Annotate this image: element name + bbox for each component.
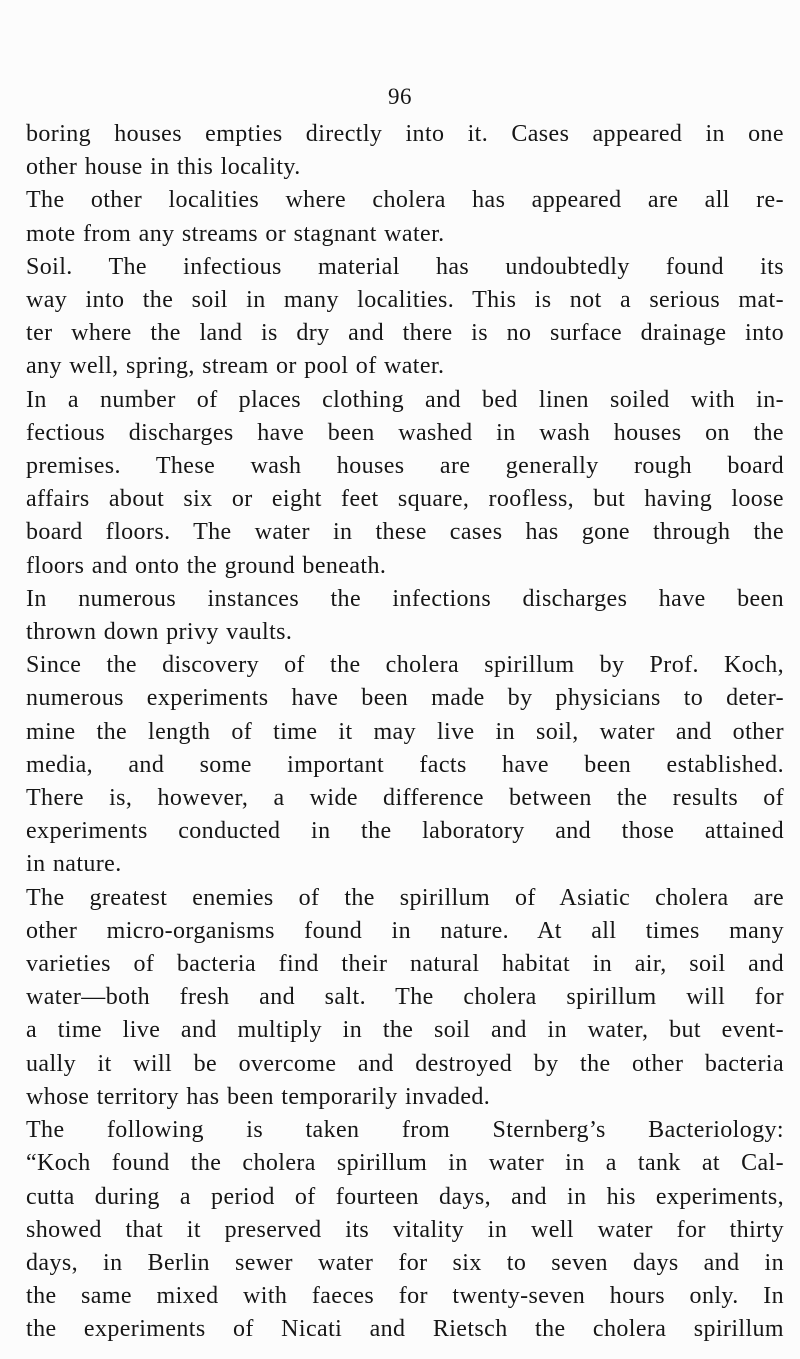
text-line: experiments conducted in the laboratory and those attained — [26, 818, 784, 845]
text-line: showed that it preserved its vitality in well water for thirty — [26, 1216, 784, 1243]
text-line: mine the length of time it may live in soil, water and other — [26, 718, 784, 745]
text-line: mote from any streams or stagnant water. — [26, 220, 445, 247]
text-line: the same mixed with faeces for twenty-seven hours only. In — [26, 1283, 784, 1310]
text-line: whose territory has been temporarily invaded. — [26, 1083, 491, 1110]
text-line: numerous experiments have been made by physicians to deter- — [26, 685, 784, 712]
page-number: 96 — [388, 84, 412, 109]
text-line: ually it will be overcome and destroyed by the other bacteria — [26, 1050, 784, 1077]
text-line: varieties of bacteria find their natural habitat in air, soil and — [26, 951, 784, 978]
text-line: ter where the land is dry and there is no surface drainage into — [26, 320, 784, 347]
text-line: the experiments of Nicati and Rietsch the cholera spirillum — [26, 1316, 784, 1343]
text-line: The following is taken from Sternberg’s Bacteriology: — [26, 1117, 784, 1144]
text-line: thrown down privy vaults. — [26, 619, 293, 646]
text-line: other house in this locality. — [26, 154, 301, 181]
text-line: In a number of places clothing and bed linen soiled with in- — [26, 386, 784, 413]
body-text — [26, 118, 784, 1347]
text-line: In numerous instances the infections discharges have been — [26, 585, 784, 612]
text-line: way into the soil in many localities. This is not a serious mat- — [26, 287, 784, 314]
text-line: media, and some important facts have been established. — [26, 751, 784, 778]
text-line: Since the discovery of the cholera spirillum by Prof. Koch, — [26, 652, 784, 679]
text-line: fectious discharges have been washed in wash houses on the — [26, 419, 784, 446]
text-line: The other localities where cholera has appeared are all re- — [26, 187, 784, 214]
text-line: other micro-organisms found in nature. At all times many — [26, 917, 784, 944]
text-line: There is, however, a wide difference between the results of — [26, 785, 784, 812]
text-line: The greatest enemies of the spirillum of Asiatic cholera are — [26, 884, 784, 911]
text-line: any well, spring, stream or pool of water. — [26, 353, 445, 380]
text-line: affairs about six or eight feet square, roofless, but having loose — [26, 486, 784, 513]
text-line: premises. These wash houses are generally rough board — [26, 453, 784, 480]
text-line: in nature. — [26, 851, 122, 878]
text-line: a time live and multiply in the soil and in water, but event- — [26, 1017, 784, 1044]
text-line: board floors. The water in these cases has gone through the — [26, 519, 784, 546]
text-line: cutta during a period of fourteen days, and in his experiments, — [26, 1183, 784, 1210]
text-line: Soil. The infectious material has undoubtedly found its — [26, 253, 784, 280]
text-line: floors and onto the ground beneath. — [26, 552, 387, 579]
text-line: days, in Berlin sewer water for six to seven days and in — [26, 1249, 784, 1276]
text-line: water—both fresh and salt. The cholera spirillum will for — [26, 984, 784, 1011]
text-line: boring houses empties directly into it. Cases appeared in one — [26, 121, 784, 147]
text-line: “Koch found the cholera spirillum in water in a tank at Cal- — [26, 1150, 784, 1177]
